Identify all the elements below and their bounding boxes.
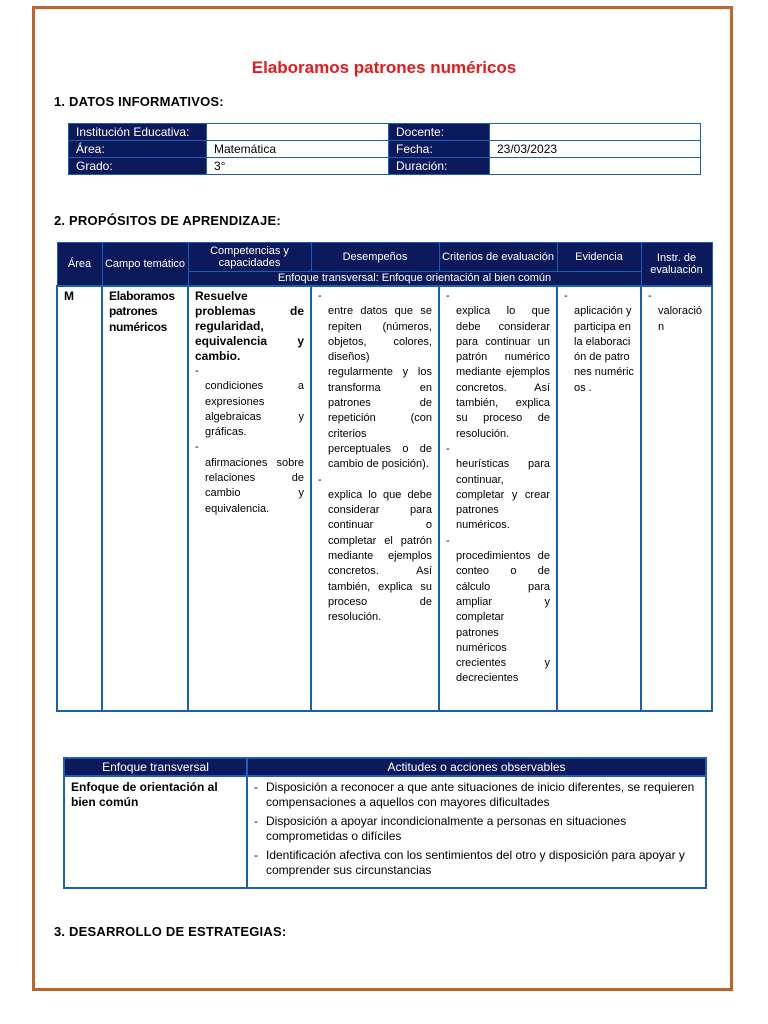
competencias-cell xyxy=(188,286,311,711)
actitudes-list xyxy=(254,780,699,878)
dash-marker: - xyxy=(318,290,322,302)
table-header-row xyxy=(57,243,712,272)
instrumento-text: valoración xyxy=(658,305,703,333)
col-header-desempenos: Desempeños xyxy=(311,243,439,272)
datos-table xyxy=(68,123,701,175)
dash-marker: - xyxy=(195,365,199,377)
table-row xyxy=(57,286,712,711)
capacidad-item: afirmaciones sobre relaciones de cambio y equivalencia. xyxy=(205,456,304,515)
criterio-item: explica lo que debe considerar para continuar un patrón numérico mediante ejemplos concretos. Así también, explica su proceso de resolución. xyxy=(456,305,550,440)
section-propositos-heading: 2. PROPÓSITOS DE APRENDIZAJE: xyxy=(54,213,281,228)
list-item: - Disposición a reconocer a que ante situaciones de inicio diferentes, se requieren compensaciones a aquellos con mayores dificultades xyxy=(254,780,699,810)
competencia-text: Resuelve problemas de regularidad, equivalencia y cambio. xyxy=(195,289,304,363)
criterio-item: heurísticas para continuar, completar y crear patrones numéricos. xyxy=(456,458,550,532)
duracion-label: Duración: xyxy=(389,158,490,175)
evidencia-cell xyxy=(557,286,641,711)
campo-cell: Elaboramos patrones numéricos xyxy=(102,286,188,711)
section-estrategias-heading: 3. DESARROLLO DE ESTRATEGIAS: xyxy=(54,924,287,939)
duracion-value xyxy=(490,158,701,175)
list-item: - Disposición a apoyar incondicionalmente a personas en situaciones comprometidas o difíciles xyxy=(254,814,699,844)
enfoque-table xyxy=(63,757,707,889)
docente-value xyxy=(490,124,701,141)
dash-marker: - xyxy=(564,290,568,302)
dash-marker: - xyxy=(318,473,322,486)
desempeno-item: explica lo que debe considerar para continuar o completar el patrón mediante ejemplos concretos. Así también, explica su proceso de resolución. xyxy=(328,488,432,624)
table-row xyxy=(69,158,701,175)
dash-marker: - xyxy=(446,534,450,547)
dash-marker: - xyxy=(446,442,450,455)
col-header-area: Área xyxy=(57,243,102,287)
col-header-competencias: Competencias y capacidades xyxy=(188,243,311,272)
list-item: - Identificación afectiva con los sentimientos del otro y disposición para apoyar y comprender sus circunstancias xyxy=(254,848,699,878)
col-header-criterios: Criterios de evaluación xyxy=(439,243,557,272)
enfoque-header: Enfoque transversal xyxy=(64,758,247,776)
fecha-value: 23/03/2023 xyxy=(490,141,701,158)
area-cell: M xyxy=(57,286,102,711)
enfoque-name: Enfoque de orientación al bien común xyxy=(64,776,247,888)
criterios-cell xyxy=(439,286,557,711)
col-header-evidencia: Evidencia xyxy=(557,243,641,272)
docente-label: Docente: xyxy=(389,124,490,141)
institucion-value xyxy=(207,124,389,141)
actitudes-header: Actitudes o acciones observables xyxy=(247,758,706,776)
page-title: Elaboramos patrones numéricos xyxy=(251,58,517,77)
desempenos-cell xyxy=(311,286,439,711)
col-header-campo: Campo temático xyxy=(102,243,188,287)
dash-marker: - xyxy=(195,441,199,454)
grado-value: 3° xyxy=(207,158,389,175)
instrumento-cell xyxy=(641,286,712,711)
criterio-item: procedimientos de conteo o de cálculo para ampliar y completar patrones numéricos crecientes y decrecientes xyxy=(456,550,550,685)
grado-label: Grado: xyxy=(69,158,207,175)
col-header-instrumento: Instr. de evaluación xyxy=(641,243,712,287)
capacidad-item: condiciones a expresiones algebraicas y gráficas. xyxy=(205,380,304,439)
section-datos-heading: 1. DATOS INFORMATIVOS: xyxy=(54,94,224,109)
table-row xyxy=(69,141,701,158)
dash-marker: - xyxy=(648,290,652,302)
institucion-label: Institución Educativa: xyxy=(69,124,207,141)
dash-marker: - xyxy=(446,290,450,302)
fecha-label: Fecha: xyxy=(389,141,490,158)
enfoque-transversal-row: Enfoque transversal: Enfoque orientación al bien común xyxy=(188,272,641,287)
table-row xyxy=(64,776,706,888)
evidencia-text: aplicación y participa en la elaboración de patrones numéricos . xyxy=(574,305,634,394)
table-row xyxy=(69,124,701,141)
desempeno-item: entre datos que se repiten (números, objetos, colores, diseños) regularmente y los transforma en patrones de repetición (con criterios perceptuales o de cambio de posición). xyxy=(328,305,432,471)
area-value: Matemática xyxy=(207,141,389,158)
area-label: Área: xyxy=(69,141,207,158)
actitudes-cell xyxy=(247,776,706,888)
table-header-row xyxy=(64,758,706,776)
propositos-table xyxy=(56,242,713,712)
